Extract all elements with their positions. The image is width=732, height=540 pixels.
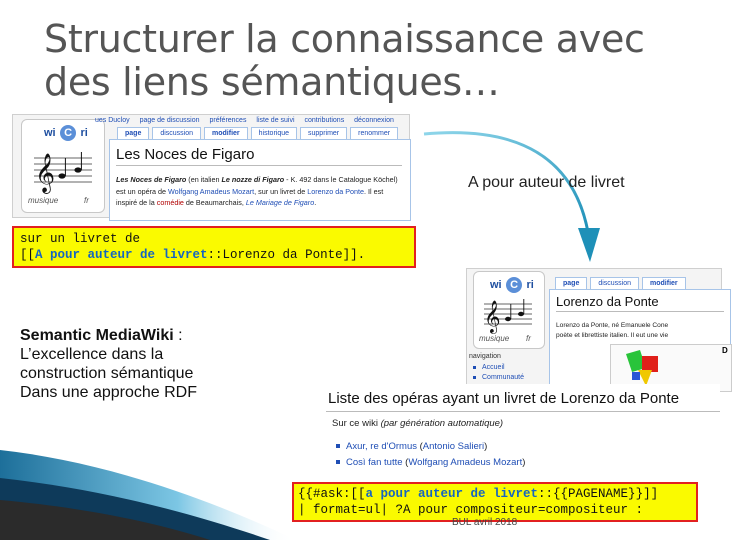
nav-heading: navigation [469, 353, 501, 360]
logo2-text-right: ri [526, 279, 534, 291]
slide-title: Structurer la connaissance avec des liens sémantiques… [44, 17, 645, 104]
nav-item-communaute[interactable]: Communauté [473, 374, 524, 381]
decorative-swoosh [0, 420, 300, 540]
user-toolbar [95, 117, 402, 124]
arrow-label: A pour auteur de livret [468, 174, 625, 191]
logo2-caption-left: musique [479, 334, 510, 343]
logout-link[interactable]: déconnexion [354, 117, 394, 124]
tab-historique[interactable]: historique [251, 127, 297, 139]
logo-text-left: wi [44, 127, 56, 139]
contributions-link[interactable]: contributions [304, 117, 345, 124]
tab-renommer[interactable]: renommer [350, 127, 398, 139]
article-content-2 [549, 289, 731, 391]
logo-caption-right: fr [84, 196, 89, 205]
article-body: Les Noces de Figaro (en italien Le nozze di Figaro - K. 492 dans le Catalogue Köchel) est un opéra de Wolfgang Amadeus Mozart, sur un livret de Lorenzo da Ponte. Il est inspiré de la comédie de Beaumarchais, Le Mariage de Figaro. [116, 175, 398, 207]
tab-discussion[interactable]: discussion [152, 127, 201, 139]
logo2-caption-right: fr [526, 334, 531, 343]
logo-caption-left: musique [28, 196, 59, 205]
nav-item-accueil[interactable]: Accueil [473, 364, 505, 371]
frame-letter: D [722, 346, 728, 355]
code-box-ask: {{#ask:[[a pour auteur de livret::{{PAGENAME}}]] | format=ul| ?A pour compositeur=compositeur : [292, 482, 698, 522]
logo-text-right: ri [80, 127, 88, 139]
tab-page[interactable]: page [117, 127, 149, 139]
query-result-screenshot [318, 384, 720, 488]
result-title: Liste des opéras ayant un livret de Lorenzo da Ponte [328, 390, 680, 407]
tab-modifier[interactable]: modifier [204, 127, 248, 139]
footer-note: BUL avril 2018 [452, 517, 518, 528]
code2-line2: | format=ul| ?A pour compositeur=compositeur : [298, 503, 644, 517]
svg-text:𝄞: 𝄞 [484, 300, 501, 333]
logo2-circle-icon: C [506, 277, 522, 293]
tab2-page[interactable]: page [555, 277, 587, 289]
smw-line3: construction sémantique [20, 365, 194, 382]
smw-name: Semantic MediaWiki [20, 327, 174, 344]
wiki-screenshot-noces [12, 114, 410, 218]
tab2-modifier[interactable]: modifier [642, 277, 686, 289]
article-body-2-line2: poète et librettiste italien. Il eut une vie [556, 332, 669, 339]
page-tabs-2 [555, 277, 689, 289]
title-divider [326, 411, 720, 412]
article-title-2: Lorenzo da Ponte [556, 294, 724, 312]
page-tabs [117, 127, 401, 139]
user-link[interactable]: ues Ducloy [95, 117, 130, 124]
tab2-discussion[interactable]: discussion [590, 277, 639, 289]
tab-supprimer[interactable]: supprimer [300, 127, 347, 139]
code1-line1: sur un livret de [20, 232, 141, 246]
wiki-logo [21, 119, 105, 213]
talk-link[interactable]: page de discussion [139, 117, 200, 124]
link-mozart[interactable]: Wolfgang Amadeus Mozart [167, 186, 255, 196]
smw-description: Semantic MediaWiki : L’excellence dans la construction sémantique Dans une approche RDF [20, 326, 260, 402]
music-staff-icon-2 [482, 294, 534, 332]
logo2-text-left: wi [490, 279, 502, 291]
article-title: Les Noces de Figaro [116, 146, 402, 166]
result-item-2[interactable]: Così fan tutte (Wolfgang Amadeus Mozart) [336, 457, 525, 468]
code1-property: A pour auteur de livret [35, 248, 208, 262]
wiki-screenshot-da-ponte [466, 268, 728, 386]
link-mariage[interactable]: Le Mariage de Figaro [245, 198, 315, 207]
link-da-ponte[interactable]: Lorenzo da Ponte [307, 186, 365, 196]
smw-line2: L’excellence dans la [20, 346, 164, 363]
code2-property: a pour auteur de livret [365, 487, 539, 501]
article-body-2-line1: Lorenzo da Ponte, né Emanuele Cone [556, 322, 669, 329]
music-staff-icon [32, 146, 94, 192]
smw-line4: Dans une approche RDF [20, 384, 197, 401]
result-item-1[interactable]: Axur, re d'Ormus (Antonio Salieri) [336, 441, 487, 452]
logo-circle-icon: C [60, 125, 76, 141]
code-box-livret: sur un livret de [[A pour auteur de livret::Lorenzo da Ponte]]. [12, 226, 416, 268]
preferences-link[interactable]: préférences [209, 117, 247, 124]
link-comedie[interactable]: comédie [156, 198, 184, 207]
result-subheading: Sur ce wiki (par génération automatique) [332, 418, 504, 429]
article-content [109, 139, 411, 221]
arrow-connector [420, 128, 620, 276]
wiki-logo-2 [473, 271, 545, 349]
svg-text:𝄞: 𝄞 [35, 153, 56, 193]
watchlist-link[interactable]: liste de suivi [256, 117, 295, 124]
